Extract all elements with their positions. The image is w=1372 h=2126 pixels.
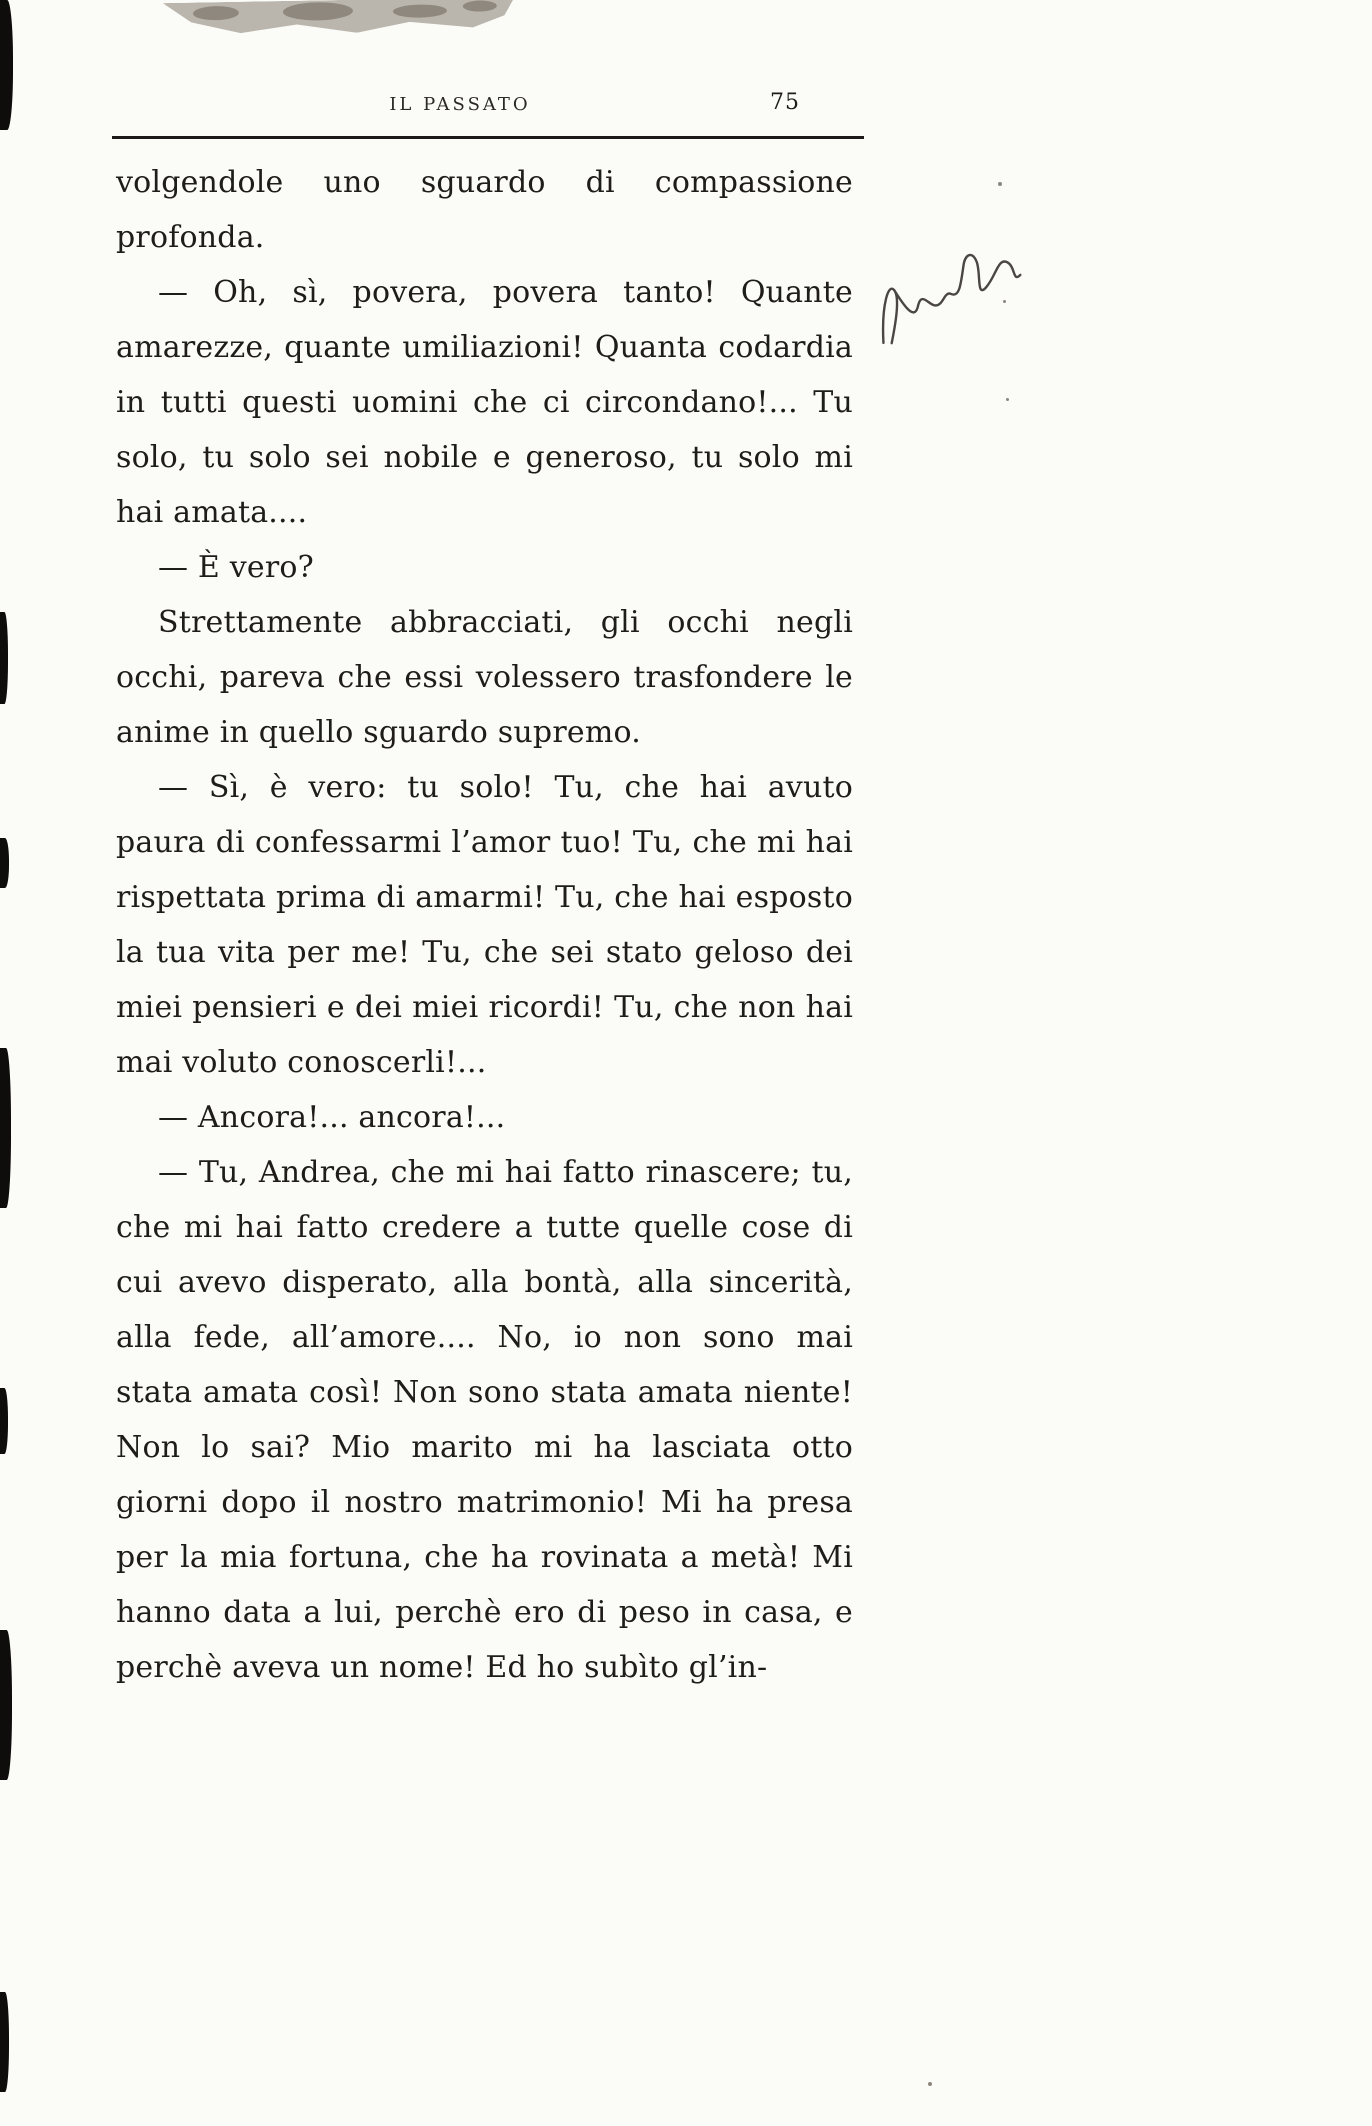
binding-shadow — [0, 0, 13, 130]
text-block — [116, 155, 853, 1695]
paragraph: volgendole uno sguardo di compassione profonda. — [116, 165, 853, 255]
binding-shadow — [0, 1992, 9, 2092]
binding-shadow — [0, 838, 9, 888]
paragraph: — Sì, è vero: tu solo! Tu, che hai avuto paura di confessarmi l’amor tuo! Tu, che mi hai rispettata prima di amarmi! Tu, che hai esposto la tua vita per me! Tu, che sei stato geloso dei miei pensieri e dei miei ricordi! Tu, che non hai mai voluto conoscerli!... — [116, 770, 853, 1080]
paragraph: — Tu, Andrea, che mi hai fatto rinascere; tu, che mi hai fatto credere a tutte quelle cose di cui avevo disperato, alla bontà, alla sincerità, alla fede, all’amore.... No, io non sono mai stata amata così! Non sono stata amata niente! Non lo sai? Mio marito mi ha lasciata otto giorni dopo il nostro matrimonio! Mi ha presa per la mia fortuna, che ha rovinata a metà! Mi hanno data a lui, perchè ero di peso in casa, e perchè aveva un nome! Ed ho subìto gl’in- — [116, 1155, 853, 1685]
page-number: 75 — [770, 90, 800, 115]
stamp-blotch — [393, 4, 447, 18]
paragraph: — Oh, sì, povera, povera tanto! Quante amarezze, quante umiliazioni! Quanta codardia in tutti questi uomini che ci circondano!... Tu solo, tu solo sei nobile e generoso, tu solo mi hai amata.... — [116, 275, 853, 530]
binding-shadow — [0, 1630, 12, 1780]
dirt-speck — [1006, 398, 1009, 401]
paragraph: — Ancora!... ancora!... — [158, 1100, 506, 1135]
stamp-blotch — [193, 6, 239, 21]
binding-shadow — [0, 1048, 11, 1208]
running-title: IL PASSATO — [389, 94, 531, 115]
binding-shadow — [0, 612, 8, 704]
stamp-blotch — [283, 2, 353, 21]
handwritten-annotation — [859, 234, 1041, 366]
paragraph: — È vero? — [158, 550, 314, 585]
stamp-remnant — [163, 0, 516, 36]
page-header — [95, 90, 825, 124]
header-rule — [112, 136, 864, 139]
binding-shadow — [0, 1388, 8, 1454]
dirt-speck — [998, 182, 1002, 186]
paragraph: Strettamente abbracciati, gli occhi negli occhi, pareva che essi volessero trasfondere le anime in quello sguardo supremo. — [116, 605, 853, 750]
dirt-speck — [928, 2082, 932, 2086]
stamp-blotch — [463, 0, 497, 12]
